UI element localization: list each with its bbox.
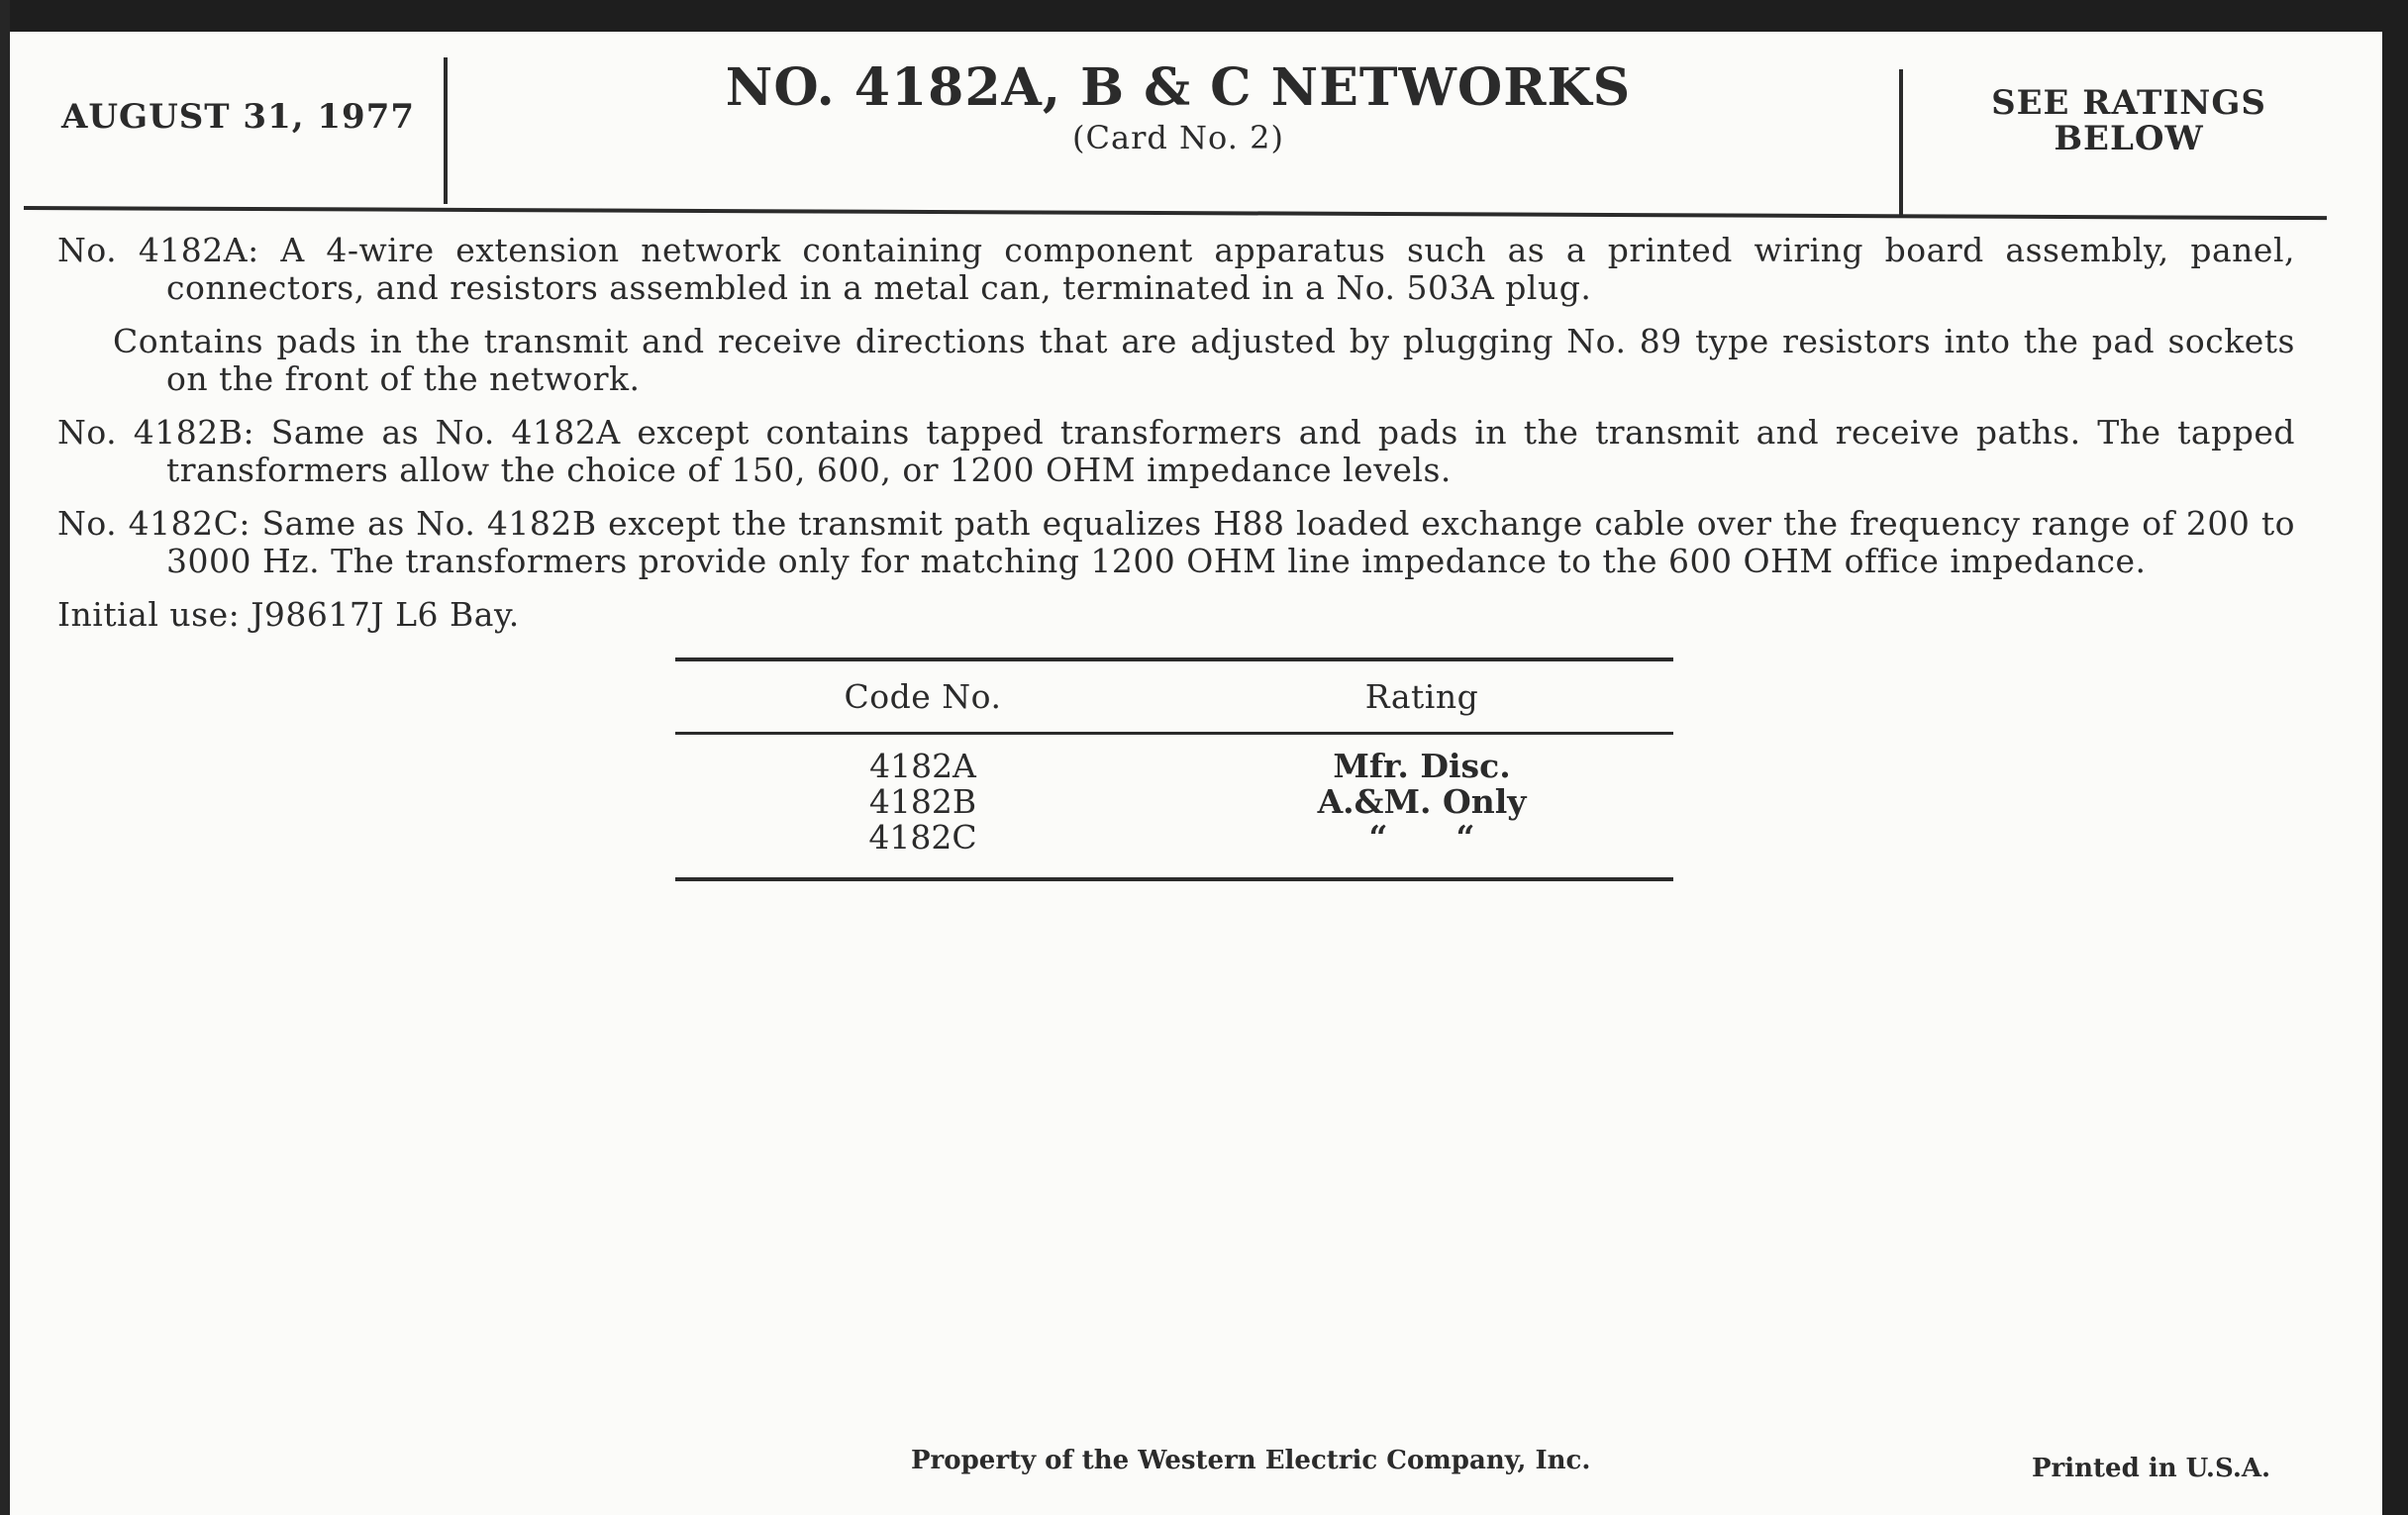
ratings-note-line2: BELOW	[2054, 119, 2204, 158]
footer-printed: Printed in U.S.A.	[2032, 1454, 2271, 1483]
page-title: NO. 4182A, B & C NETWORKS	[725, 57, 1632, 118]
ratings-note-line1: SEE RATINGS	[1991, 83, 2266, 123]
table-cell-code: 4182A	[869, 747, 976, 785]
paragraph-4182a: No. 4182A: A 4-wire extension network containing component apparatus such as a printed wiring board assembly, panel, connectors, and resistors assembled in a metal can, terminated in a No. 503A plug.	[57, 231, 2295, 307]
column-header-code: Code No.	[844, 677, 1002, 716]
table-cell-rating: Mfr. Disc.	[1333, 747, 1511, 785]
table-rule-top	[675, 657, 1673, 661]
table-rule-header	[675, 732, 1673, 735]
document-body	[57, 232, 2295, 650]
paragraph-4182c: No. 4182C: Same as No. 4182B except the transmit path equalizes H88 loaded exchange cable over the frequency range of 200 to 3000 Hz. The transformers provide only for matching 1200 OHM line impedance to the 600 OHM office impedance.	[57, 504, 2295, 580]
page-subtitle: (Card No. 2)	[1072, 119, 1284, 156]
table-cell-code: 4182B	[868, 782, 977, 821]
table-row	[675, 749, 1673, 784]
header-divider-right	[1899, 69, 1903, 218]
column-header-rating: Rating	[1364, 677, 1479, 716]
header-date: AUGUST 31, 1977	[61, 97, 416, 137]
scan-border-left	[0, 0, 10, 1515]
table-cell-code: 4182C	[868, 818, 977, 857]
table-body	[675, 749, 1673, 856]
paragraph-pads: Contains pads in the transmit and receive directions that are adjusted by plugging No. 89 type resistors into the pad sockets on the front of the network.	[113, 322, 2295, 398]
scan-border-right	[2382, 0, 2408, 1515]
scan-border-top	[0, 0, 2408, 32]
paragraph-initial-use: Initial use: J98617J L6 Bay.	[57, 595, 520, 634]
table-cell-rating: “ “	[1368, 818, 1475, 857]
table-rule-bottom	[675, 877, 1673, 881]
table-header-row	[675, 677, 1673, 716]
ratings-note	[1941, 85, 2317, 156]
paragraph-4182b: No. 4182B: Same as No. 4182A except contains tapped transformers and pads in the transmit and receive paths. The tapped transformers allow the choice of 150, 600, or 1200 OHM impedance levels.	[57, 413, 2295, 489]
ratings-table	[675, 657, 1673, 881]
table-row	[675, 820, 1673, 856]
footer-property-text: Property of the Western Electric Company, Inc.	[911, 1446, 1591, 1475]
table-cell-rating: A.&M. Only	[1317, 782, 1527, 821]
table-row	[675, 784, 1673, 820]
